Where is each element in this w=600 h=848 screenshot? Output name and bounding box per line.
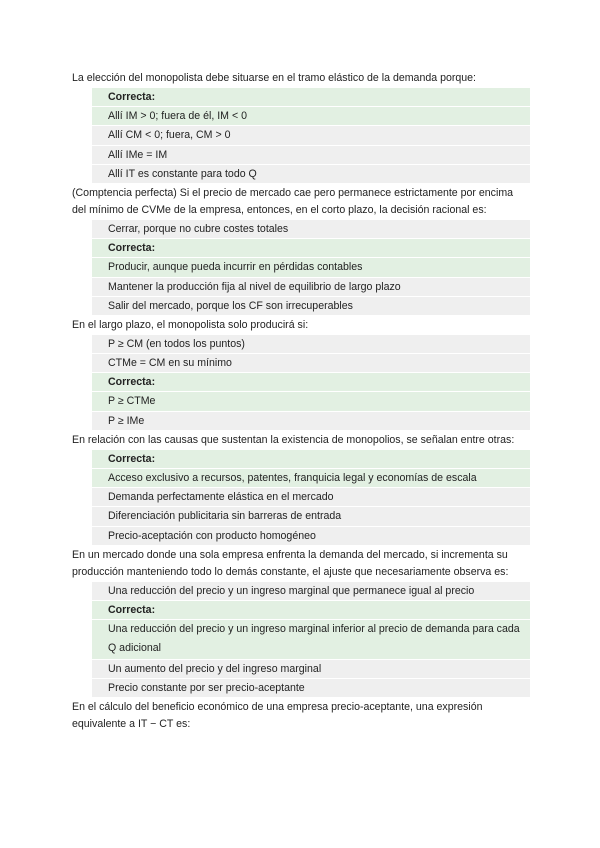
answer-option: Mantener la producción fija al nivel de equilibrio de largo plazo: [92, 278, 530, 297]
answer-option: P ≥ IMe: [92, 412, 530, 431]
question-2-options: [92, 220, 530, 316]
answer-option: Allí CM < 0; fuera, CM > 0: [92, 126, 530, 145]
question-2-text: (Comptencia perfecta) Si el precio de mercado cae pero permanece estrictamente por encima del mínimo de CVMe de la empresa, entonces, en el corto plazo, la decisión racional es:: [72, 186, 514, 216]
question-4-options: [92, 450, 530, 546]
question-1-text: La elección del monopolista debe situarse en el tramo elástico de la demanda porque:: [72, 72, 476, 84]
answer-option: Precio-aceptación con producto homogéneo: [92, 527, 530, 546]
correct-label: Correcta:: [92, 450, 530, 469]
correct-label: Correcta:: [92, 88, 530, 107]
correct-answer: P ≥ CTMe: [92, 392, 530, 411]
answer-option: CTMe = CM en su mínimo: [92, 354, 530, 373]
question-3-options: [92, 335, 530, 431]
answer-option: Allí IT es constante para todo Q: [92, 165, 530, 184]
correct-label: Correcta:: [92, 601, 530, 620]
answer-option: Demanda perfectamente elástica en el mercado: [92, 488, 530, 507]
answer-option: Un aumento del precio y del ingreso marginal: [92, 660, 530, 679]
question-3-text: En el largo plazo, el monopolista solo producirá si:: [72, 318, 309, 331]
question-6-text: En el cálculo del beneficio económico de una empresa precio-aceptante, una expresión equivalente a IT − CT es:: [72, 700, 483, 730]
correct-answer: Producir, aunque pueda incurrir en pérdidas contables: [92, 258, 530, 277]
question-5-text: En un mercado donde una sola empresa enfrenta la demanda del mercado, si incrementa su producción manteniendo todo lo demás constante, el ajuste que necesariamente observa es:: [72, 548, 509, 578]
question-1-options: [92, 88, 530, 184]
quiz-content: [72, 69, 530, 734]
answer-option: Diferenciación publicitaria sin barreras de entrada: [92, 507, 530, 526]
correct-label: Correcta:: [92, 239, 530, 258]
answer-option: P ≥ CM (en todos los puntos): [92, 335, 530, 354]
correct-answer: Allí IM > 0; fuera de él, IM < 0: [92, 107, 530, 126]
correct-answer: Una reducción del precio y un ingreso marginal inferior al precio de demanda para cada Q adicional: [92, 620, 530, 659]
question-5-options: [92, 582, 530, 698]
correct-answer: Acceso exclusivo a recursos, patentes, franquicia legal y economías de escala: [92, 469, 530, 488]
answer-option: Una reducción del precio y un ingreso marginal que permanece igual al precio: [92, 582, 530, 601]
answer-option: Precio constante por ser precio-aceptante: [92, 679, 530, 698]
answer-option: Cerrar, porque no cubre costes totales: [92, 220, 530, 239]
answer-option: Allí IMe = IM: [92, 146, 530, 165]
question-4-text: En relación con las causas que sustentan la existencia de monopolios, se señalan entre otras:: [72, 433, 515, 446]
answer-option: Salir del mercado, porque los CF son irrecuperables: [92, 297, 530, 316]
correct-label: Correcta:: [92, 373, 530, 392]
